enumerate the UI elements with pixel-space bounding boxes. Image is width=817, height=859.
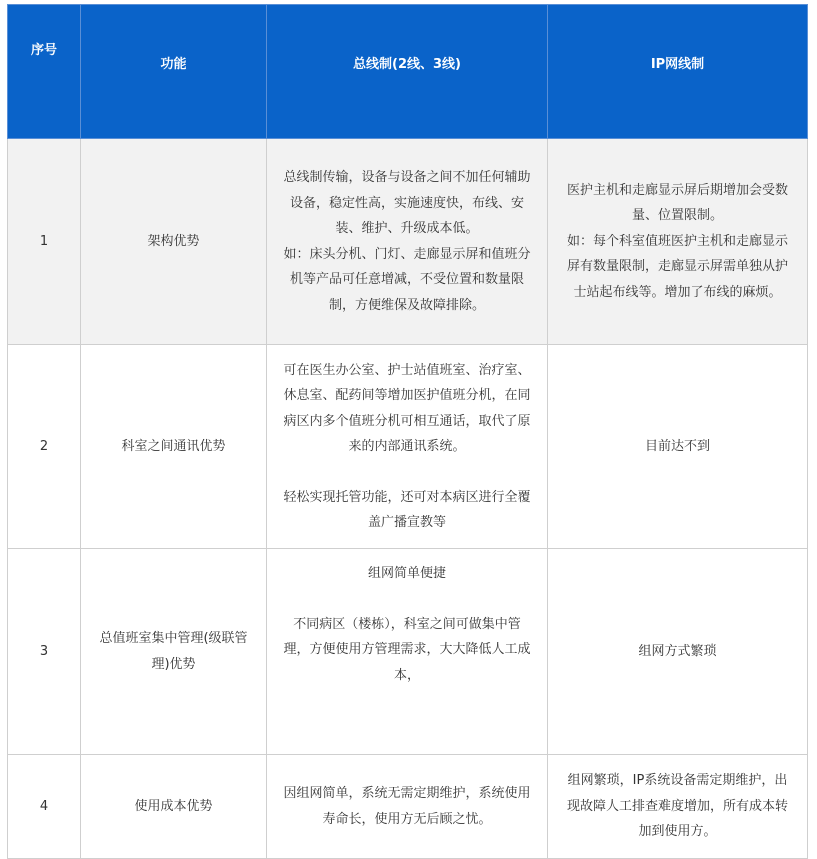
ip-description [548,549,808,755]
table-row [8,755,808,859]
ip-description [548,755,808,859]
table-row [8,139,808,345]
ip-paragraph: 组网繁琐，IP系统设备需定期维护，出现故障人工排查难度增加，所有成本转加到使用方。 [566,773,788,840]
ip-paragraph: 目前达不到 [644,438,710,454]
bus-description [267,755,548,859]
bus-paragraph: 不同病区（楼栋），科室之间可做集中管理，方便使用方管理需求，大大降低人工成本， [283,616,531,683]
ip-paragraph: 医护主机和走廊显示屏后期增加会受数量、位置限制。 [566,182,788,224]
bus-paragraph: 可在医生办公室、护士站值班室、治疗室、休息室、配药间等增加医护值班分机，在同病区内多个值班分机可相互通话，取代了原来的内部通讯系统。 [283,362,531,454]
bus-paragraph: 总线制传输，设备与设备之间不加任何辅助设备，稳定性高，实施速度快，布线、安装、维护、升级成本低。 [283,170,531,236]
bus-description [267,345,548,549]
ip-description [548,345,808,549]
table-row [8,549,808,755]
ip-paragraph: 组网方式繁琐 [638,643,717,659]
bus-paragraph: 组网简单便捷 [367,566,446,581]
header-feature: 功能 [81,5,267,139]
header-bus: 总线制(2线、3线) [267,5,548,139]
bus-paragraph: 因组网简单，系统无需定期维护，系统使用寿命长，使用方无后顾之忧。 [283,786,531,827]
row-number: 4 [8,755,81,859]
feature-name: 科室之间通讯优势 [81,345,267,549]
header-no: 序号 [8,5,81,139]
bus-description [267,139,548,345]
feature-name: 使用成本优势 [81,755,267,859]
header-ip: IP网线制 [548,5,808,139]
table-row [8,345,808,549]
header-row [8,5,808,139]
row-number: 2 [8,345,81,549]
comparison-table [7,4,808,859]
ip-paragraph: 如：每个科室值班医护主机和走廊显示屏有数量限制，走廊显示屏需单独从护士站起布线等。增加了布线的麻烦。 [566,233,788,300]
bus-paragraph: 轻松实现托管功能，还可对本病区进行全覆盖广播宣教等 [283,489,531,530]
ip-description [548,139,808,345]
row-number: 1 [8,139,81,345]
feature-name: 总值班室集中管理(级联管理)优势 [81,549,267,755]
bus-description [267,549,548,755]
bus-paragraph: 如：床头分机、门灯、走廊显示屏和值班分机等产品可任意增减，不受位置和数量限制，方便维保及故障排除。 [283,246,531,313]
row-number: 3 [8,549,81,755]
feature-name: 架构优势 [81,139,267,345]
